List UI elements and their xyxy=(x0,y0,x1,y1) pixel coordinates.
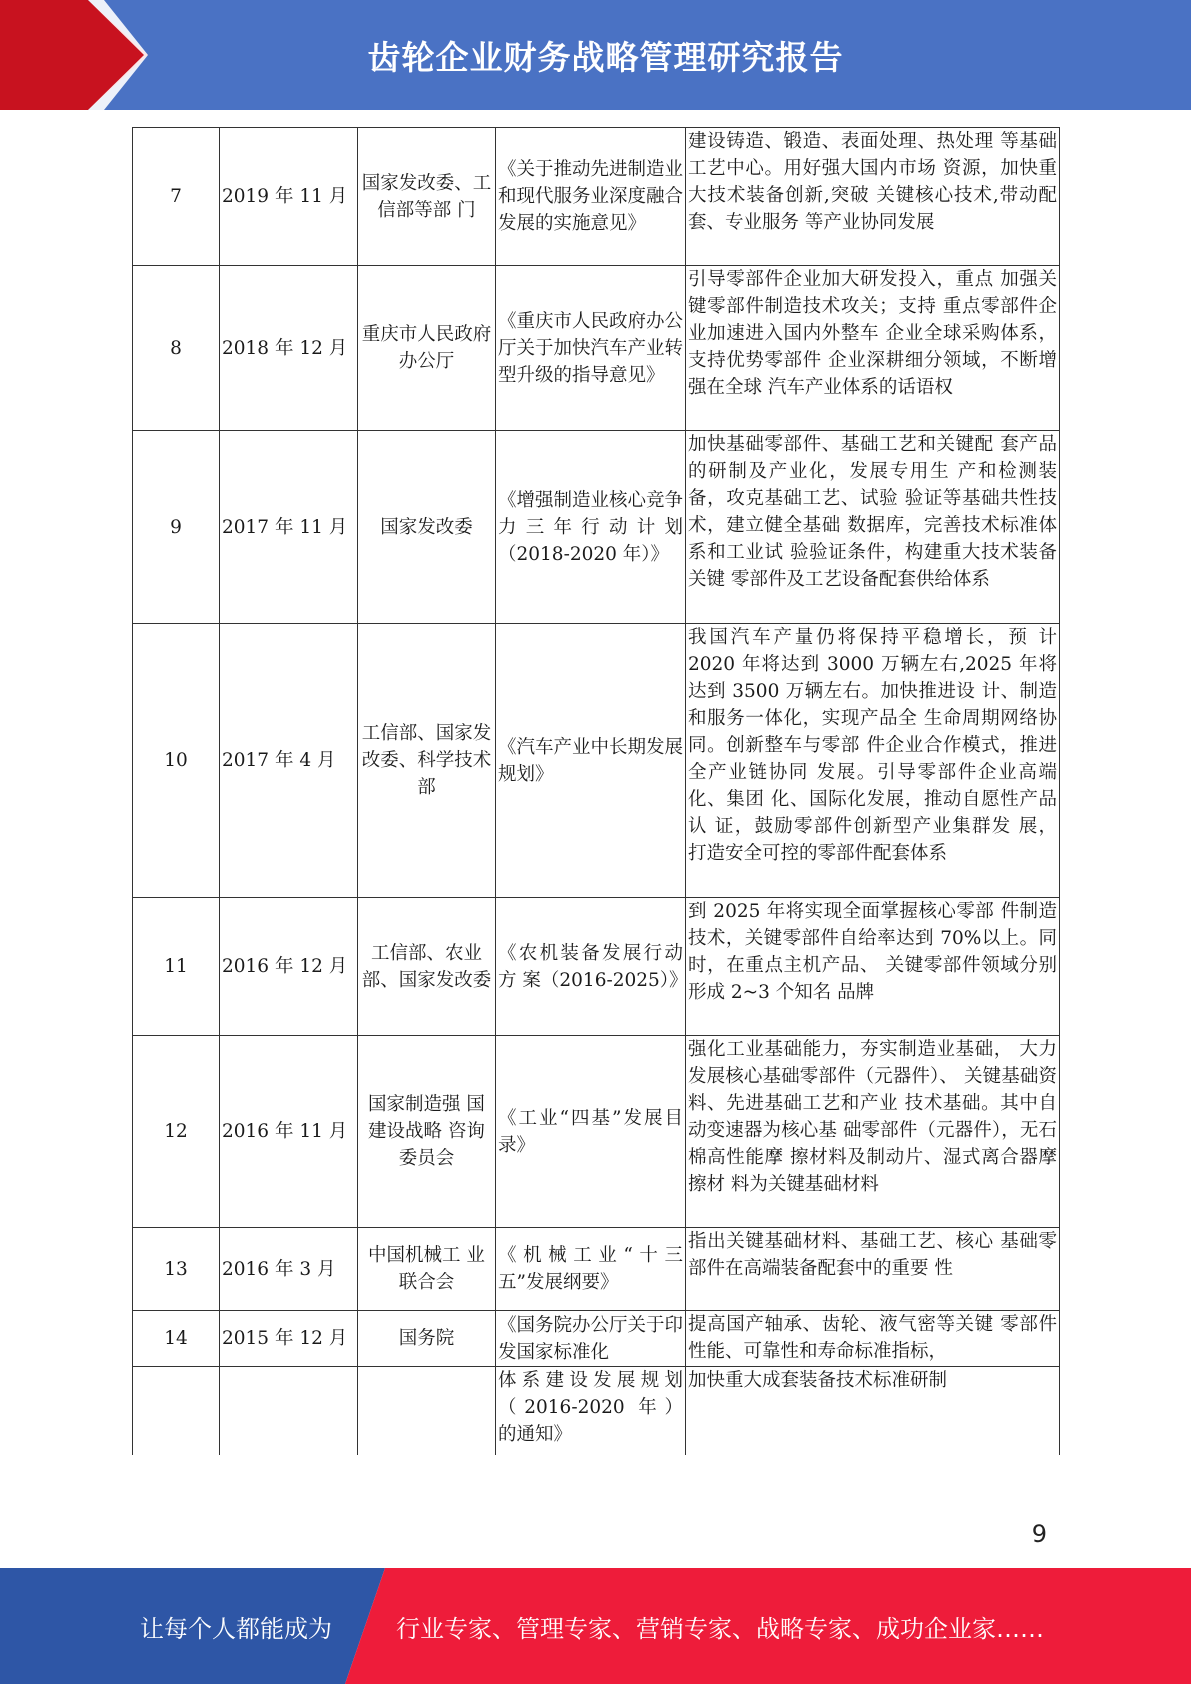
policy-content: 指出关键基础材料、基础工艺、核心 基础零部件在高端装备配套中的重要 性 xyxy=(686,1228,1060,1311)
row-number: 8 xyxy=(133,266,220,431)
row-number: 10 xyxy=(133,624,220,898)
table-row xyxy=(133,1036,1060,1228)
row-number: 14 xyxy=(133,1311,220,1367)
issue-date: 2019 年 11 月 xyxy=(220,128,358,266)
policy-content: 加快基础零部件、基础工艺和关键配 套产品的研制及产业化，发展专用生 产和检测装备，攻克基础工艺、试验 验证等基础共性技术，建立健全基础 数据库，完善技术标准体系和工业试 验验证条件，构建重大技术装备关键 零部件及工艺设备配套供给体系 xyxy=(686,431,1060,624)
policy-name: 《机械工业“十三五”发展纲要》 xyxy=(496,1228,686,1311)
footer-slogan-right: 行业专家、管理专家、营销专家、战略专家、成功企业家…… xyxy=(396,1614,1044,1643)
row-number: 7 xyxy=(133,128,220,266)
policy-table xyxy=(132,127,1060,1455)
policy-name: 《重庆市人民政府办公厅关于加快汽车产业转型升级的指导意见》 xyxy=(496,266,686,431)
issue-date: 2017 年 11 月 xyxy=(220,431,358,624)
table-row xyxy=(133,266,1060,431)
policy-content: 引导零部件企业加大研发投入，重点 加强关键零部件制造技术攻关；支持 重点零部件企业加速进入国内外整车 企业全球采购体系，支持优势零部件 企业深耕细分领域，不断增强在全球 汽车产业体系的话语权 xyxy=(686,266,1060,431)
issue-date: 2016 年 3 月 xyxy=(220,1228,358,1311)
issuing-department: 工信部、农业部、国家发改委 xyxy=(358,898,496,1036)
issuing-department: 国务院 xyxy=(358,1311,496,1367)
table-row xyxy=(133,431,1060,624)
issuing-department: 工信部、国家发改委、科学技术部 xyxy=(358,624,496,898)
row-number: 12 xyxy=(133,1036,220,1228)
issuing-department: 重庆市人民政府办公厅 xyxy=(358,266,496,431)
table-row xyxy=(133,898,1060,1036)
row-number: 9 xyxy=(133,431,220,624)
policy-content: 加快重大成套装备技术标准研制 xyxy=(686,1367,1060,1455)
issue-date xyxy=(220,1367,358,1455)
table-row xyxy=(133,1228,1060,1311)
issuing-department xyxy=(358,1367,496,1455)
issue-date: 2017 年 4 月 xyxy=(220,624,358,898)
issuing-department: 国家发改委、工信部等部 门 xyxy=(358,128,496,266)
policy-name: 《汽车产业中长期发展规划》 xyxy=(496,624,686,898)
policy-content: 我国汽车产量仍将保持平稳增长，预 计 2020 年将达到 3000 万辆左右,2025 年将达到 3500 万辆左右。加快推进设 计、制造和服务一体化，实现产品全 生命周期网络协同。创新整车与零部 件企业合作模式，推进全产业链协同 发展。引导零部件企业高端化、集团 化、国际化发展，推动自愿性产品认 证，鼓励零部件创新型产业集群发 展， 打造安全可控的零部件配套体系 xyxy=(686,624,1060,898)
policy-name: 《工业“四基”发展目录》 xyxy=(496,1036,686,1228)
page-number: 9 xyxy=(1031,1520,1047,1548)
policy-content: 建设铸造、锻造、表面处理、热处理 等基础工艺中心。用好强大国内市场 资源，加快重大技术装备创新,突破 关键核心技术,带动配套、专业服务 等产业协同发展 xyxy=(686,128,1060,266)
issue-date: 2016 年 12 月 xyxy=(220,898,358,1036)
policy-content: 强化工业基础能力，夯实制造业基础， 大力发展核心基础零部件（元器件）、 关键基础资料、先进基础工艺和产业 技术基础。其中自动变速器为核心基 础零部件（元器件），无石棉高性能摩 擦材料及制动片、湿式离合器摩擦材 料为关键基础材料 xyxy=(686,1036,1060,1228)
issuing-department: 国家发改委 xyxy=(358,431,496,624)
page-footer xyxy=(0,1568,1191,1684)
issuing-department: 国家制造强 国建设战略 咨询委员会 xyxy=(358,1036,496,1228)
table-row xyxy=(133,624,1060,898)
table-row xyxy=(133,1311,1060,1367)
page-header xyxy=(0,0,1191,110)
table-row xyxy=(133,1367,1060,1455)
policy-name: 体系建设发展规划（2016-2020 年） 的通知》 xyxy=(496,1367,686,1455)
report-title: 齿轮企业财务战略管理研究报告 xyxy=(367,37,844,77)
row-number: 11 xyxy=(133,898,220,1036)
policy-name: 《关于推动先进制造业和现代服务业深度融合发展的实施意见》 xyxy=(496,128,686,266)
policy-content: 提高国产轴承、齿轮、液气密等关键 零部件性能、可靠性和寿命标准指标， xyxy=(686,1311,1060,1367)
policy-name: 《增强制造业核心竞争力三年行动计划（2018-2020 年）》 xyxy=(496,431,686,624)
row-number: 13 xyxy=(133,1228,220,1311)
policy-content: 到 2025 年将实现全面掌握核心零部 件制造技术，关键零部件自给率达到 70%以上。同时，在重点主机产品、 关键零部件领域分别形成 2~3 个知名 品牌 xyxy=(686,898,1060,1036)
issuing-department: 中国机械工 业联合会 xyxy=(358,1228,496,1311)
issue-date: 2015 年 12 月 xyxy=(220,1311,358,1367)
footer-slogan-left: 让每个人都能成为 xyxy=(140,1614,332,1643)
issue-date: 2018 年 12 月 xyxy=(220,266,358,431)
issue-date: 2016 年 11 月 xyxy=(220,1036,358,1228)
table-row xyxy=(133,128,1060,266)
policy-name: 《农机装备发展行动 方 案（2016-2025）》 xyxy=(496,898,686,1036)
policy-name: 《国务院办公厅关于印发国家标准化 xyxy=(496,1311,686,1367)
row-number xyxy=(133,1367,220,1455)
